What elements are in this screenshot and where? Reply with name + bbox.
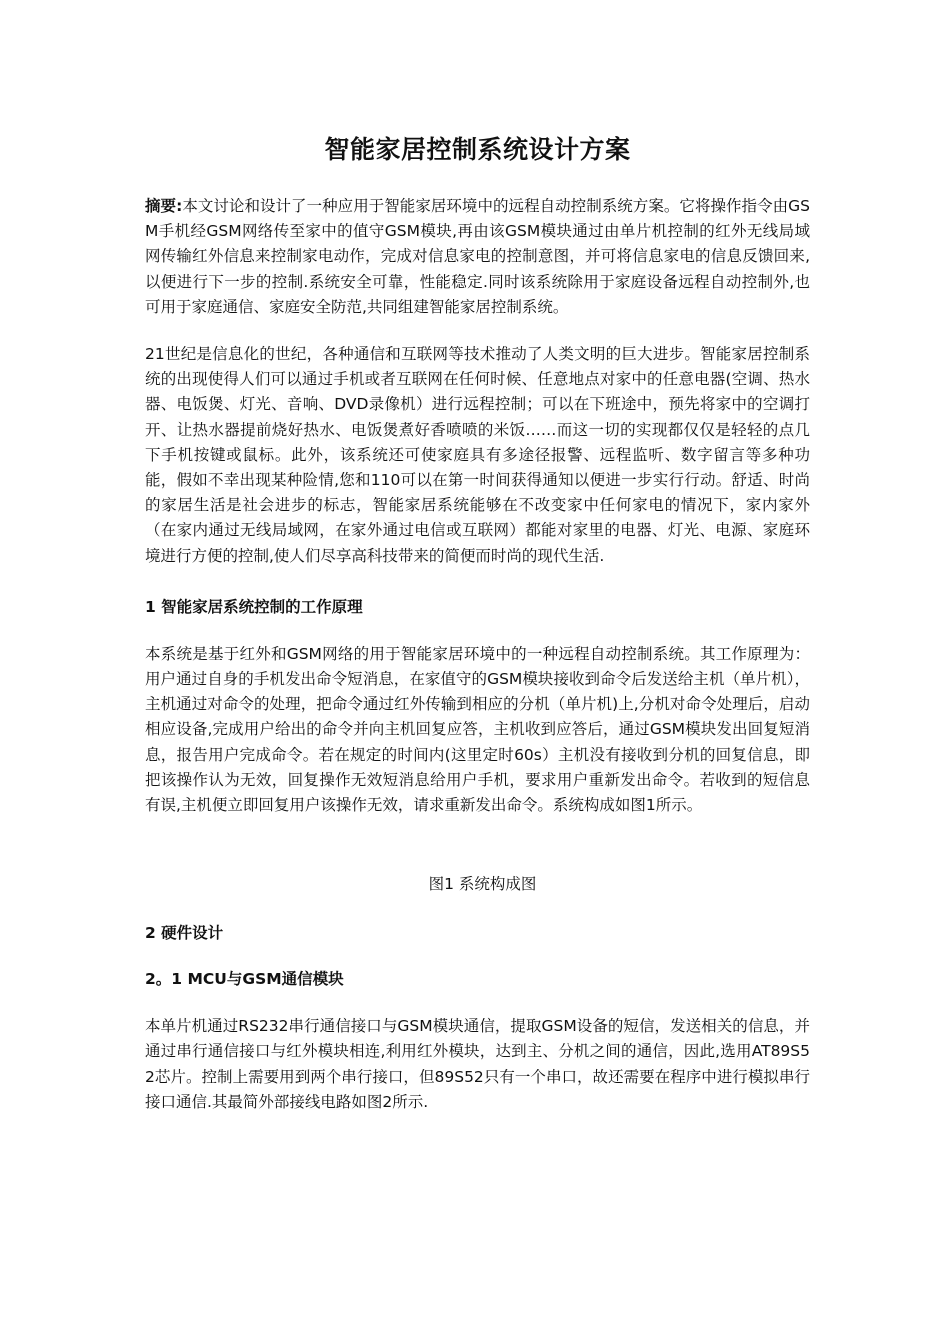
section-1-paragraph: 本系统是基于红外和GSM网络的用于智能家居环境中的一种远程自动控制系统。其工作原理为：用户通过自身的手机发出命令短消息，在家值守的GSM模块接收到命令后发送给主机（单片机），主机通过对命令的处理，把命令通过红外传输到相应的分机（单片机)上,分机对命令处理后，启动相应设备,完成用户给出的命令并向主机回复应答，主机收到应答后，通过GSM模块发出回复短消息，报告用户完成命令。若在规定的时间内(这里定时60s）主机没有接收到分机的回复信息，即把该操作认为无效，回复操作无效短消息给用户手机，要求用户重新发出命令。若收到的短信息有误,主机便立即回复用户该操作无效，请求重新发出命令。系统构成如图1所示。 <box>145 644 810 815</box>
section-1-heading: 1 智能家居系统控制的工作原理 <box>145 597 363 616</box>
abstract-text: 本文讨论和设计了一种应用于智能家居环境中的远程自动控制系统方案。它将操作指令由GSM手机经GSM网络传至家中的值守GSM模块,再由该GSM模块通过由单片机控制的红外无线局域网传输红外信息来控制家电动作，完成对信息家电的控制意图，并可将信息家电的信息反馈回来,以便进行下一步的控制.系统安全可靠，性能稳定.同时该系统除用于家庭设备远程自动控制外,也可用于家庭通信、家庭安全防范,共同组建智能家居控制系统。 <box>145 197 811 316</box>
section-2-heading: 2 硬件设计 <box>145 924 224 943</box>
abstract-label: 摘要: <box>145 197 183 215</box>
section-2-1-heading: 2。1 MCU与GSM通信模块 <box>145 970 344 989</box>
intro-paragraph: 21世纪是信息化的世纪，各种通信和互联网等技术推动了人类文明的巨大进步。智能家居控制系统的出现使得人们可以通过手机或者互联网在任何时候、任意地点对家中的任意电器(空调、热水器、电饭煲、灯光、音响、DVD录像机）进行远程控制；可以在下班途中，预先将家中的空调打开、让热水器提前烧好热水、电饭煲煮好香喷喷的米饭……而这一切的实现都仅仅是轻轻的点几下手机按键或鼠标。此外，该系统还可使家庭具有多途径报警、远程监听、数字留言等多种功能，假如不幸出现某种险情,您和110可以在第一时间获得通知以便进一步实行行动。舒适、时尚的家居生活是社会进步的标志，智能家居系统能够在不改变家中任何家电的情况下，家内家外（在家内通过无线局域网，在家外通过电信或互联网）都能对家里的电器、灯光、电源、家庭环境进行方便的控制,使人们尽享高科技带来的简便而时尚的现代生活. <box>145 345 810 565</box>
section-2-1-paragraph: 本单片机通过RS232串行通信接口与GSM模块通信，提取GSM设备的短信，发送相关的信息，并通过串行通信接口与红外模块相连,利用红外模块，达到主、分机之间的通信，因此,选用AT89S52芯片。控制上需要用到两个串行接口，但89S52只有一个串口，故还需要在程序中进行模拟串行接口通信.其最简外部接线电路如图2所示. <box>145 1017 810 1111</box>
figure-1-caption: 图1 系统构成图 <box>428 875 537 894</box>
document-title: 智能家居控制系统设计方案 <box>324 135 631 164</box>
abstract-paragraph <box>145 194 810 320</box>
